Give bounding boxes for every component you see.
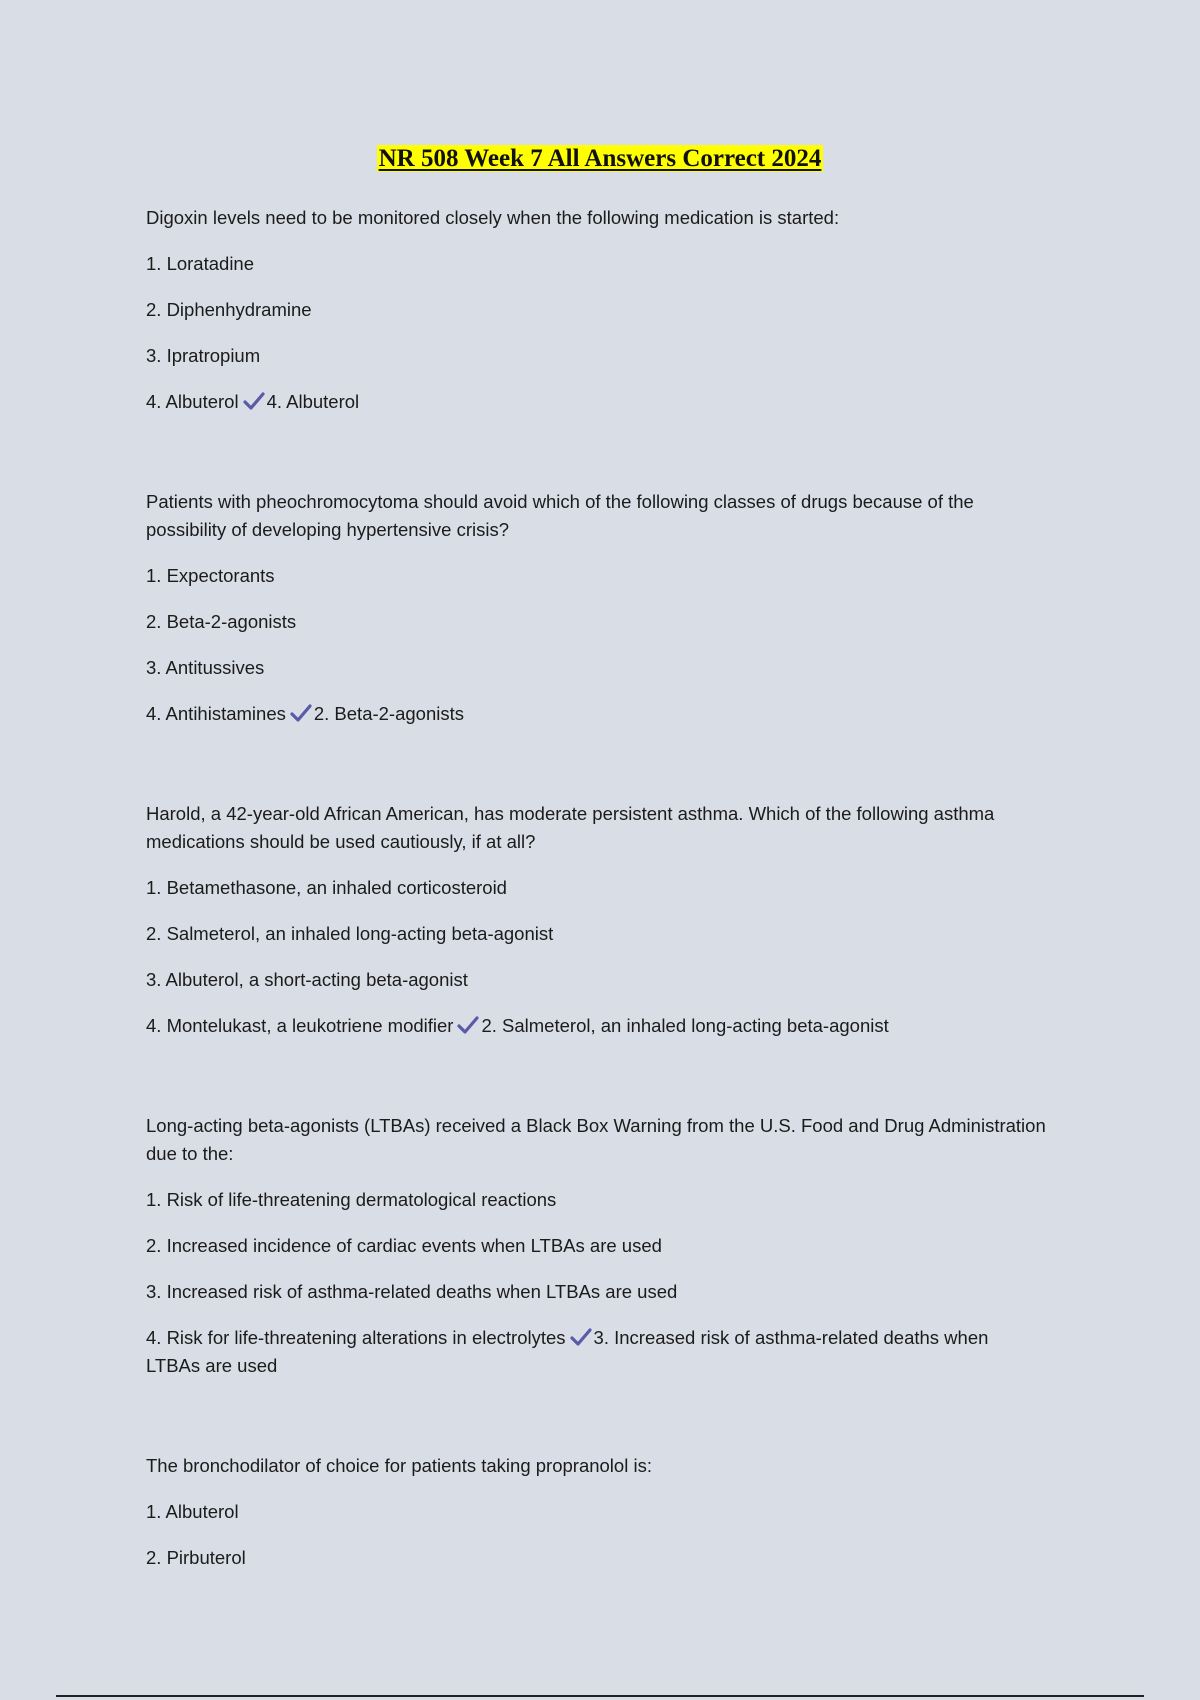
answer-text: 3. Increased risk of asthma-related deaths when LTBAs are used [146, 1327, 989, 1376]
question-block-2 [146, 488, 1046, 728]
option-item: 1. Expectorants [146, 565, 275, 586]
question-text: Patients with pheochromocytoma should avoid which of the following classes of drugs because of the possibility of developing hypertensive crisis? [146, 491, 974, 540]
option-item: 2. Increased incidence of cardiac events when LTBAs are used [146, 1235, 662, 1256]
option-with-answer [146, 700, 1046, 728]
option-item: 3. Ipratropium [146, 345, 261, 366]
check-icon [290, 703, 312, 723]
check-icon [570, 1327, 592, 1347]
option-item: 1. Betamethasone, an inhaled corticosteroid [146, 877, 507, 898]
answer-text: 4. Albuterol [266, 391, 360, 412]
option-item: 3. Increased risk of asthma-related deaths when LTBAs are used [146, 1281, 678, 1302]
option-item: 2. Pirbuterol [146, 1547, 246, 1568]
answer-text: 2. Salmeterol, an inhaled long-acting beta-agonist [481, 1015, 889, 1036]
footer-divider [56, 1695, 1144, 1697]
question-block-3 [146, 800, 1046, 1040]
option-with-answer [146, 388, 1046, 416]
question-text: Harold, a 42-year-old African American, has moderate persistent asthma. Which of the following asthma medications should be used cautiously, if at all? [146, 803, 995, 852]
check-icon [457, 1015, 479, 1035]
option-with-answer [146, 1324, 1046, 1380]
option-item: 1. Risk of life-threatening dermatological reactions [146, 1189, 557, 1210]
question-block-5 [146, 1452, 1046, 1572]
option-item: 1. Loratadine [146, 253, 255, 274]
document-title: NR 508 Week 7 All Answers Correct 2024 [378, 145, 822, 172]
option-item: 2. Salmeterol, an inhaled long-acting beta-agonist [146, 923, 554, 944]
option-item: 4. Montelukast, a leukotriene modifier [146, 1015, 454, 1036]
option-item: 4. Risk for life-threatening alterations in electrolytes [146, 1327, 566, 1348]
question-block-4 [146, 1112, 1046, 1380]
option-item: 3. Antitussives [146, 657, 265, 678]
title-container [0, 144, 1200, 174]
question-text: Long-acting beta-agonists (LTBAs) received a Black Box Warning from the U.S. Food and Drug Administration due to the: [146, 1115, 1046, 1164]
question-text: The bronchodilator of choice for patients taking propranolol is: [146, 1455, 652, 1476]
option-with-answer [146, 1012, 1046, 1040]
option-item: 3. Albuterol, a short-acting beta-agonist [146, 969, 468, 990]
option-item: 2. Beta-2-agonists [146, 611, 297, 632]
option-item: 1. Albuterol [146, 1501, 239, 1522]
option-item: 4. Antihistamines [146, 703, 286, 724]
answer-text: 2. Beta-2-agonists [313, 703, 465, 724]
document-content [146, 204, 1046, 1644]
question-text: Digoxin levels need to be monitored closely when the following medication is started: [146, 207, 840, 228]
option-item: 4. Albuterol [146, 391, 239, 412]
check-icon [243, 391, 265, 411]
question-block-1 [146, 204, 1046, 416]
option-item: 2. Diphenhydramine [146, 299, 312, 320]
